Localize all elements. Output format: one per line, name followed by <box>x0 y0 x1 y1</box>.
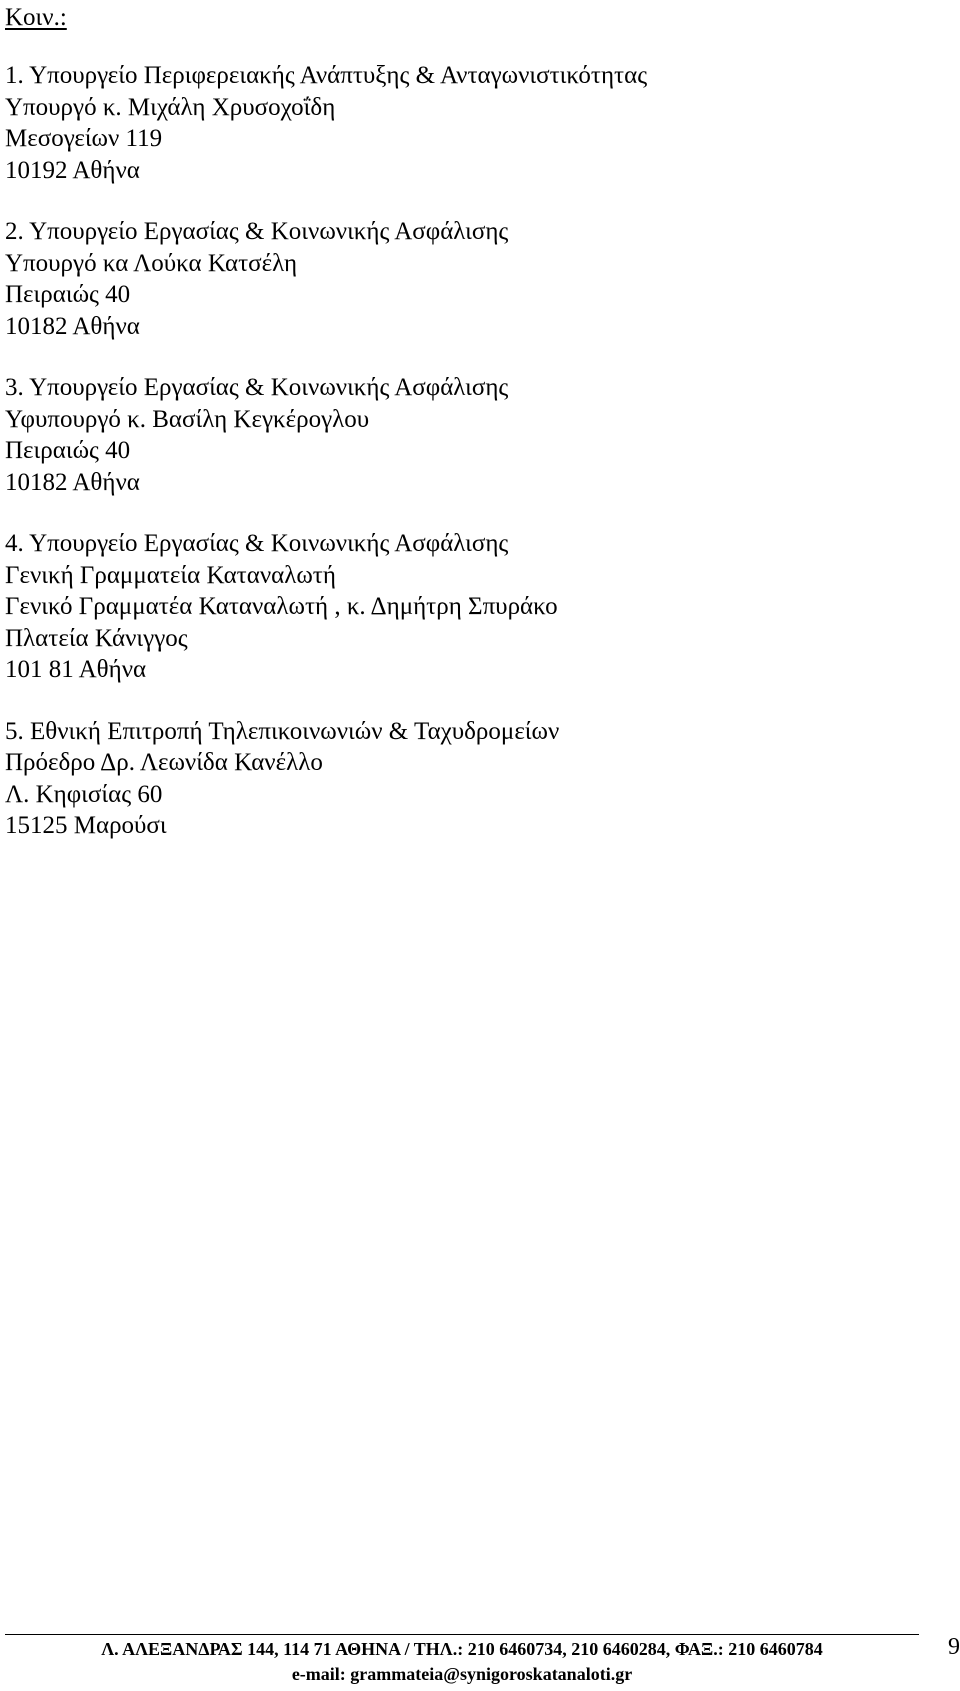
recipient-addressee: Υπουργό κ. Μιχάλη Χρυσοχοΐδη <box>5 93 336 121</box>
recipient-city: 15125 Μαρούσι <box>5 812 167 839</box>
recipient-city: 10182 Αθήνα <box>5 468 140 496</box>
recipient-block <box>5 716 945 842</box>
recipient-list <box>5 60 945 872</box>
recipient-block <box>5 216 945 342</box>
recipient-organization: 2. Υπουργείο Εργασίας & Κοινωνικής Ασφάλισης <box>5 218 509 245</box>
recipient-block <box>5 528 945 686</box>
recipient-department: Γενική Γραμματεία Καταναλωτή <box>5 561 336 589</box>
recipient-organization: 4. Υπουργείο Εργασίας & Κοινωνικής Ασφάλισης <box>5 530 509 557</box>
page-number: 9 <box>948 1634 960 1660</box>
recipient-organization: 3. Υπουργείο Εργασίας & Κοινωνικής Ασφάλισης <box>5 374 509 401</box>
recipient-organization: 1. Υπουργείο Περιφερειακής Ανάπτυξης & Ανταγωνιστικότητας <box>5 62 648 89</box>
footer-email: e-mail: grammateia@synigoroskatanaloti.gr <box>291 1664 633 1684</box>
recipient-street: Πειραιώς 40 <box>5 437 131 464</box>
recipient-street: Λ. Κηφισίας 60 <box>5 780 163 808</box>
recipient-city: 10182 Αθήνα <box>5 312 140 340</box>
recipient-street: Μεσογείων 119 <box>5 125 163 152</box>
recipient-block <box>5 372 945 498</box>
recipient-street: Πλατεία Κάνιγγος <box>5 624 188 652</box>
cc-heading: Κοιν.: <box>5 4 67 31</box>
recipient-addressee: Υπουργό κα Λούκα Κατσέλη <box>5 249 298 277</box>
recipient-city: 10192 Αθήνα <box>5 156 140 184</box>
recipient-block <box>5 60 945 186</box>
recipient-city: 101 81 Αθήνα <box>5 656 147 683</box>
recipient-addressee: Γενικό Γραμματέα Καταναλωτή , κ. Δημήτρη Σπυράκο <box>5 593 558 620</box>
footer-address: Λ. ΑΛΕΞΑΝΔΡΑΣ 144, 114 71 ΑΘΗΝΑ / ΤΗΛ.: 210 6460734, 210 6460284, ΦΑΞ.: 210 6460784 <box>101 1639 823 1659</box>
recipient-organization: 5. Εθνική Επιτροπή Τηλεπικοινωνιών & Ταχυδρομείων <box>5 717 560 745</box>
recipient-addressee: Πρόεδρο Δρ. Λεωνίδα Κανέλλο <box>5 749 323 776</box>
recipient-addressee: Υφυπουργό κ. Βασίλη Κεγκέρογλου <box>5 405 370 433</box>
footer-divider <box>5 1634 919 1635</box>
recipient-street: Πειραιώς 40 <box>5 281 131 308</box>
